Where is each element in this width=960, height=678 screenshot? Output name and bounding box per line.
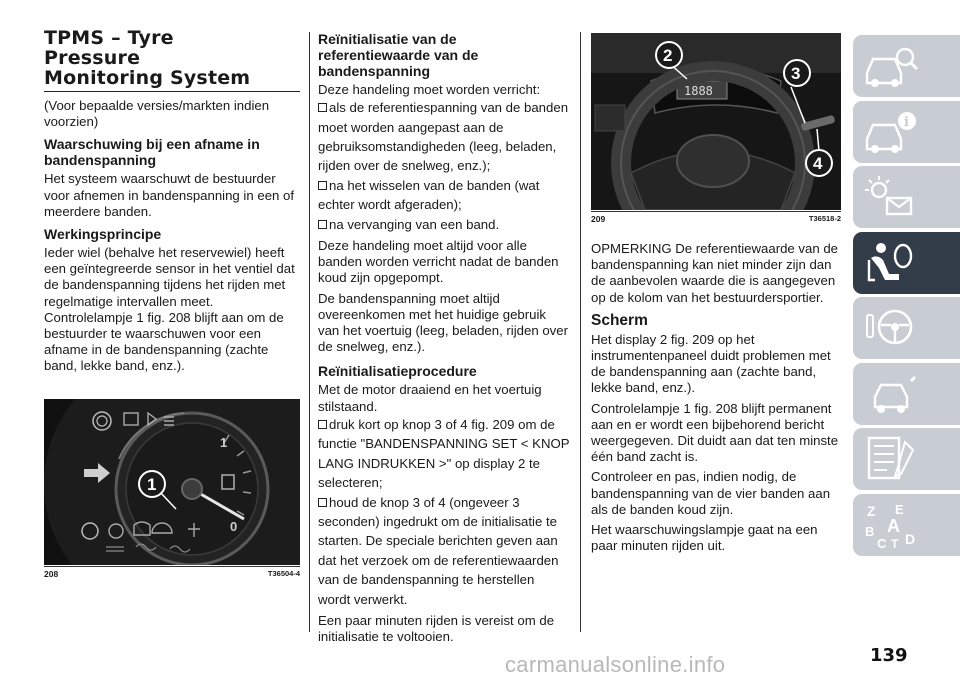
figure-208-caption	[44, 566, 300, 580]
svg-text:i: i	[904, 114, 909, 130]
tab-car-search[interactable]	[853, 35, 960, 97]
index-letter: D	[905, 530, 916, 547]
cluster-display-readout: 1888	[684, 84, 713, 98]
figure-209-caption	[591, 211, 841, 225]
car-info-icon	[861, 105, 921, 159]
reinit-bullet: na het wisselen van de banden (wat echter wordt afgeraden);	[318, 177, 540, 213]
airbag-seat-icon	[861, 236, 921, 290]
specs-list-icon	[861, 432, 921, 486]
subheading-warning: Waarschuwing bij een afname in bandenspanning	[44, 136, 260, 169]
column-3	[591, 33, 841, 558]
bullet-box-icon	[318, 103, 327, 112]
callout-3-label: 3	[791, 64, 801, 83]
note-text: OPMERKING De referentiewaarde van de bandenspanning kan niet minder zijn dan de aanbevolen waarde die is aangegeven op de kolom van het bestuurdersportier.	[591, 241, 839, 305]
dashboard-illustration	[44, 399, 300, 565]
procedure-para: Een paar minuten rijden is vereist om de initialisatie te voltooien.	[318, 612, 555, 645]
index-letter: T	[891, 536, 899, 551]
column-2	[318, 31, 570, 649]
subheading-procedure: Reïnitialisatieprocedure	[318, 363, 477, 380]
callout-4-label: 4	[813, 154, 823, 173]
steering-wheel-icon	[861, 301, 921, 355]
callout-2-label: 2	[663, 46, 673, 65]
column-divider-right	[580, 32, 581, 632]
title-line-2: Pressure	[44, 47, 141, 69]
steering-wheel-illustration	[591, 33, 841, 210]
reinit-para-2: De bandenspanning moet altijd overeenkomen met het huidige gebruik van het voertuig (leeg, beladen, rijden over de snelweg, enz.).	[318, 290, 568, 355]
subheading-principle: Werkingsprincipe	[44, 226, 162, 243]
index-letter: C	[877, 535, 887, 551]
subheading-reinit-reference: Reïnitialisatie van de referentiewaarde van de bandenspanning	[318, 31, 479, 79]
bullet-box-icon	[318, 420, 327, 429]
index-letter: B	[865, 523, 875, 539]
display-para-2: Controlelampje 1 fig. 208 blijft permanent aan en er wordt een bijbehorend bericht weergegeven. Dit duidt aan dat ten minste één band zacht is.	[591, 400, 839, 465]
tab-safety-airbag[interactable]	[853, 232, 960, 294]
index-letter: E	[895, 501, 904, 517]
car-repair-icon	[861, 367, 921, 421]
title-line-3: Monitoring System	[44, 67, 251, 89]
tab-car-info[interactable]	[853, 101, 960, 163]
figure-number: 208	[44, 568, 59, 579]
display-para-3: Controleer en pas, indien nodig, de bandenspanning van de vier banden aan als de banden koud zijn.	[591, 469, 831, 517]
watermark: carmanualsonline.info	[505, 652, 726, 677]
bullet-box-icon	[318, 498, 327, 507]
bullet-box-icon	[318, 220, 327, 229]
alphabet-index-icon	[861, 498, 921, 552]
column-1	[44, 28, 300, 580]
figure-code: T36518-2	[808, 214, 841, 223]
index-letter: A	[887, 515, 900, 536]
principle-text: Ieder wiel (behalve het reservewiel) heeft een geïntegreerde sensor in het ventiel dat de bandenspanning tijdens het rijden met regelmatige intervallen meet. Controlelampje 1 fig. 208 blijft aan om de bestuurder te waarschuwen voor een afname in de bandenspanning (zachte band, lekke band, enz.).	[44, 245, 295, 374]
tab-driving[interactable]	[853, 297, 960, 359]
reinit-bullet: als de referentiespanning van de banden moet worden aangepast aan de gebruiksomstandigheden (leeg, beladen, rijden over de snelweg, enz.);	[318, 100, 569, 174]
reinit-bullet: na vervanging van een band.	[318, 215, 570, 234]
svg-text:1: 1	[220, 434, 228, 450]
figure-208-dashboard	[44, 399, 300, 565]
procedure-bullet: druk kort op knop 3 of 4 fig. 209 om de functie "BANDENSPANNING SET < KNOP LANG INDRUKKEN >" op display 2 te selecteren;	[318, 416, 570, 491]
reinit-para-1: Deze handeling moet altijd voor alle banden worden verricht nadat de banden koud zijn opgepompt.	[318, 238, 559, 286]
procedure-intro: Met de motor draaiend en het voertuig stilstaand.	[318, 382, 542, 414]
subheading-display: Scherm	[591, 311, 648, 329]
tab-emergency[interactable]	[853, 363, 960, 425]
bullet-box-icon	[318, 181, 327, 190]
tab-technical-data[interactable]	[853, 428, 960, 490]
car-search-icon	[861, 39, 921, 93]
section-title	[44, 28, 300, 88]
column-divider-left	[309, 32, 310, 632]
reinit-intro: Deze handeling moet worden verricht:	[318, 82, 541, 97]
chapter-tabs	[853, 35, 960, 559]
figure-code: T36504-4	[267, 568, 300, 578]
procedure-bullet: houd de knop 3 of 4 (ongeveer 3 seconden) ingedrukt om de initialisatie te starten. De speciale berichten geven aan dat het verzoek om de referentiewaarden van de bandenspanning te herstellen wordt verwerkt.	[318, 494, 559, 607]
figure-number: 209	[591, 214, 606, 224]
tab-index[interactable]	[853, 494, 960, 556]
tab-warning-lights[interactable]	[853, 166, 960, 228]
index-letter: Z	[867, 502, 876, 519]
figure-209-steering	[591, 33, 841, 210]
svg-text:0: 0	[230, 518, 238, 534]
warning-text: Het systeem waarschuwt de bestuurder voor afnemen in bandenspanning in een of meerdere banden.	[44, 171, 295, 219]
warning-lights-icon	[861, 170, 921, 224]
display-para-1: Het display 2 fig. 209 op het instrumentenpaneel duidt problemen met de bandenspanning aan (zachte band, lekke band, enz.).	[591, 331, 831, 396]
display-para-4: Het waarschuwingslampje gaat na een paar minuten rijden uit.	[591, 522, 818, 554]
title-underline	[44, 91, 300, 92]
callout-1-label: 1	[147, 474, 157, 494]
page-number: 139	[870, 645, 908, 666]
intro-text: (Voor bepaalde versies/markten indien voorzien)	[44, 98, 270, 130]
title-line-1: TPMS – Tyre	[44, 27, 174, 49]
